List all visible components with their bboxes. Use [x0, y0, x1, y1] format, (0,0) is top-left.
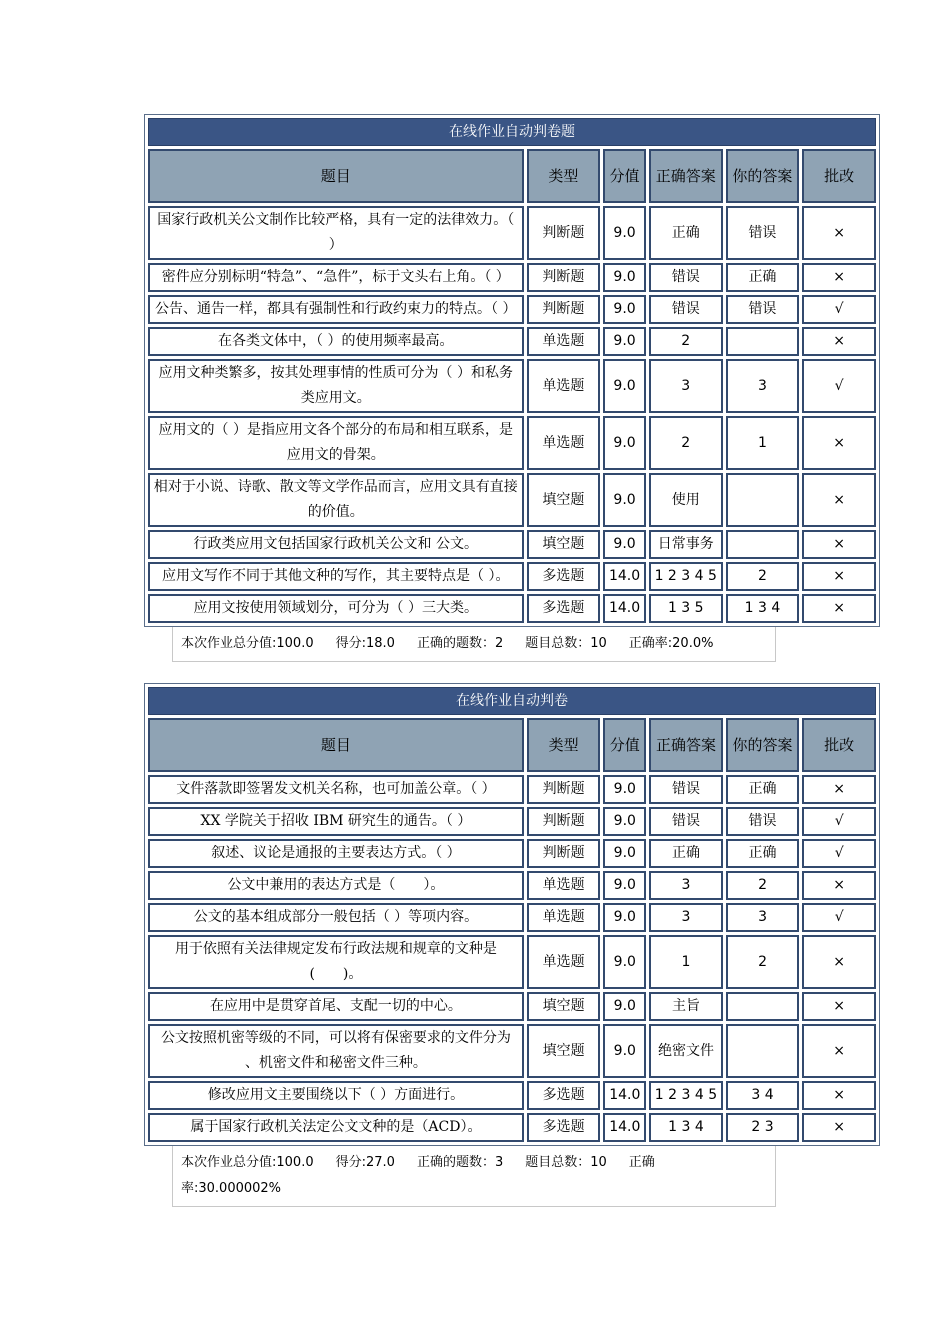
table-row — [148, 903, 876, 932]
table-row — [148, 594, 876, 623]
grade-mark-cell: × — [802, 1113, 876, 1142]
score-cell: 9.0 — [603, 807, 646, 836]
question-cell: 应用文写作不同于其他文种的写作，其主要特点是（ ）。 — [148, 562, 524, 591]
header-type: 类型 — [527, 149, 601, 203]
grade-mark-cell: √ — [802, 903, 876, 932]
your-answer-cell — [726, 530, 800, 559]
grade-mark-cell: √ — [802, 839, 876, 868]
score-summary — [172, 1146, 776, 1207]
your-answer-cell: 正确 — [726, 263, 800, 292]
correct-answer-cell: 正确 — [649, 839, 723, 868]
type-cell: 填空题 — [527, 530, 601, 559]
grade-mark-cell: × — [802, 562, 876, 591]
table-row — [148, 1113, 876, 1142]
correct-answer-cell: 3 — [649, 871, 723, 900]
type-cell: 单选题 — [527, 327, 601, 356]
type-cell: 判断题 — [527, 263, 601, 292]
correct-answer-cell: 3 — [649, 359, 723, 413]
header-row — [148, 718, 876, 772]
type-cell: 单选题 — [527, 871, 601, 900]
score-cell: 9.0 — [603, 1024, 646, 1078]
question-cell: 密件应分别标明“特急”、“急件”，标于文头右上角。（ ） — [148, 263, 524, 292]
title-row — [148, 687, 876, 715]
score-cell: 9.0 — [603, 359, 646, 413]
correct-answer-cell: 正确 — [649, 206, 723, 260]
summary-total: 本次作业总分值:100.0 — [181, 636, 314, 651]
type-cell: 判断题 — [527, 295, 601, 324]
question-cell: XX 学院关于招收 IBM 研究生的通告。（ ） — [148, 807, 524, 836]
header-row — [148, 149, 876, 203]
your-answer-cell: 正确 — [726, 839, 800, 868]
your-answer-cell: 2 — [726, 871, 800, 900]
type-cell: 填空题 — [527, 473, 601, 527]
question-cell: 在各类文体中，（ ）的使用频率最高。 — [148, 327, 524, 356]
table-row — [148, 473, 876, 527]
type-cell: 多选题 — [527, 1113, 601, 1142]
grade-mark-cell: × — [802, 263, 876, 292]
your-answer-cell: 3 4 — [726, 1081, 800, 1110]
your-answer-cell: 错误 — [726, 295, 800, 324]
type-cell: 多选题 — [527, 562, 601, 591]
table-title: 在线作业自动判卷题 — [148, 118, 876, 146]
score-cell: 14.0 — [603, 562, 646, 591]
question-cell: 公文中兼用的表达方式是（ ）。 — [148, 871, 524, 900]
grade-mark-cell: × — [802, 992, 876, 1021]
question-cell: 相对于小说、诗歌、散文等文学作品而言，应用文具有直接的价值。 — [148, 473, 524, 527]
your-answer-cell: 2 3 — [726, 1113, 800, 1142]
summary-count: 题目总数：10 — [525, 1155, 607, 1170]
grade-mark-cell: × — [802, 327, 876, 356]
score-cell: 9.0 — [603, 992, 646, 1021]
summary-right: 正确的题数：2 — [416, 636, 504, 651]
score-cell: 9.0 — [603, 327, 646, 356]
question-cell: 公文的基本组成部分一般包括（ ）等项内容。 — [148, 903, 524, 932]
type-cell: 多选题 — [527, 594, 601, 623]
score-cell: 9.0 — [603, 903, 646, 932]
correct-answer-cell: 主旨 — [649, 992, 723, 1021]
correct-answer-cell: 1 2 3 4 5 — [649, 1081, 723, 1110]
correct-answer-cell: 错误 — [649, 263, 723, 292]
score-cell: 9.0 — [603, 206, 646, 260]
grade-mark-cell: × — [802, 473, 876, 527]
grade-mark-cell: × — [802, 206, 876, 260]
summary-got: 得分:18.0 — [335, 636, 395, 651]
grade-mark-cell: √ — [802, 295, 876, 324]
type-cell: 单选题 — [527, 935, 601, 989]
type-cell: 多选题 — [527, 1081, 601, 1110]
grade-mark-cell: √ — [802, 359, 876, 413]
header-correct-answer: 正确答案 — [649, 718, 723, 772]
header-your-answer: 你的答案 — [726, 718, 800, 772]
score-cell: 9.0 — [603, 473, 646, 527]
correct-answer-cell: 1 — [649, 935, 723, 989]
table-row — [148, 263, 876, 292]
score-cell: 14.0 — [603, 1113, 646, 1142]
table-row — [148, 992, 876, 1021]
score-cell: 9.0 — [603, 263, 646, 292]
question-cell: 应用文按使用领域划分，可分为（ ）三大类。 — [148, 594, 524, 623]
grade-mark-cell: × — [802, 775, 876, 804]
your-answer-cell: 2 — [726, 935, 800, 989]
header-score: 分值 — [603, 149, 646, 203]
grade-mark-cell: √ — [802, 807, 876, 836]
your-answer-cell: 错误 — [726, 206, 800, 260]
question-cell: 行政类应用文包括国家行政机关公文和 公文。 — [148, 530, 524, 559]
correct-answer-cell: 错误 — [649, 807, 723, 836]
question-cell: 用于依照有关法律规定发布行政法规和规章的文种是( )。 — [148, 935, 524, 989]
table-row — [148, 871, 876, 900]
correct-answer-cell: 2 — [649, 327, 723, 356]
type-cell: 单选题 — [527, 903, 601, 932]
correct-answer-cell: 1 3 5 — [649, 594, 723, 623]
header-question: 题目 — [148, 718, 524, 772]
question-cell: 叙述、议论是通报的主要表达方式。（ ） — [148, 839, 524, 868]
header-score: 分值 — [603, 718, 646, 772]
correct-answer-cell: 日常事务 — [649, 530, 723, 559]
grade-mark-cell: × — [802, 416, 876, 470]
title-row — [148, 118, 876, 146]
score-cell: 14.0 — [603, 1081, 646, 1110]
table-row — [148, 295, 876, 324]
your-answer-cell — [726, 992, 800, 1021]
summary-rate: 正确率:20.0% — [628, 636, 714, 651]
grading-block-1 — [144, 114, 880, 662]
type-cell: 单选题 — [527, 359, 601, 413]
type-cell: 判断题 — [527, 206, 601, 260]
summary-rate: 正确率:30.000002% — [181, 1155, 655, 1196]
summary-right: 正确的题数：3 — [416, 1155, 504, 1170]
type-cell: 单选题 — [527, 416, 601, 470]
table-row — [148, 327, 876, 356]
your-answer-cell: 1 3 4 — [726, 594, 800, 623]
summary-got: 得分:27.0 — [335, 1155, 395, 1170]
header-your-answer: 你的答案 — [726, 149, 800, 203]
correct-answer-cell: 绝密文件 — [649, 1024, 723, 1078]
score-summary — [172, 627, 776, 662]
summary-total: 本次作业总分值:100.0 — [181, 1155, 314, 1170]
grade-mark-cell: × — [802, 1081, 876, 1110]
question-cell: 修改应用文主要围绕以下（ ）方面进行。 — [148, 1081, 524, 1110]
type-cell: 判断题 — [527, 839, 601, 868]
table-row — [148, 839, 876, 868]
header-grade: 批改 — [802, 149, 876, 203]
question-cell: 公告、通告一样，都具有强制性和行政约束力的特点。（ ） — [148, 295, 524, 324]
your-answer-cell: 3 — [726, 359, 800, 413]
grade-mark-cell: × — [802, 530, 876, 559]
header-grade: 批改 — [802, 718, 876, 772]
question-cell: 在应用中是贯穿首尾、支配一切的中心。 — [148, 992, 524, 1021]
grading-table — [144, 683, 880, 1146]
table-row — [148, 359, 876, 413]
grading-table — [144, 114, 880, 627]
grade-mark-cell: × — [802, 871, 876, 900]
grade-mark-cell: × — [802, 594, 876, 623]
correct-answer-cell: 2 — [649, 416, 723, 470]
type-cell: 填空题 — [527, 992, 601, 1021]
table-row — [148, 562, 876, 591]
score-cell: 9.0 — [603, 775, 646, 804]
correct-answer-cell: 错误 — [649, 775, 723, 804]
table-row — [148, 775, 876, 804]
grade-mark-cell: × — [802, 935, 876, 989]
table-row — [148, 1024, 876, 1078]
grading-block-2 — [144, 683, 880, 1207]
score-cell: 14.0 — [603, 594, 646, 623]
header-question: 题目 — [148, 149, 524, 203]
correct-answer-cell: 使用 — [649, 473, 723, 527]
type-cell: 填空题 — [527, 1024, 601, 1078]
table-row — [148, 935, 876, 989]
question-cell: 国家行政机关公文制作比较严格，具有一定的法律效力。（ ） — [148, 206, 524, 260]
correct-answer-cell: 3 — [649, 903, 723, 932]
header-correct-answer: 正确答案 — [649, 149, 723, 203]
your-answer-cell — [726, 1024, 800, 1078]
type-cell: 判断题 — [527, 807, 601, 836]
score-cell: 9.0 — [603, 871, 646, 900]
question-cell: 公文按照机密等级的不同，可以将有保密要求的文件分为 、机密文件和秘密文件三种。 — [148, 1024, 524, 1078]
question-cell: 属于国家行政机关法定公文文种的是（ACD）。 — [148, 1113, 524, 1142]
question-cell: 应用文的（ ）是指应用文各个部分的布局和相互联系，是应用文的骨架。 — [148, 416, 524, 470]
score-cell: 9.0 — [603, 839, 646, 868]
score-cell: 9.0 — [603, 530, 646, 559]
grade-mark-cell: × — [802, 1024, 876, 1078]
header-type: 类型 — [527, 718, 601, 772]
table-row — [148, 530, 876, 559]
your-answer-cell: 错误 — [726, 807, 800, 836]
your-answer-cell: 正确 — [726, 775, 800, 804]
table-row — [148, 1081, 876, 1110]
your-answer-cell: 2 — [726, 562, 800, 591]
correct-answer-cell: 错误 — [649, 295, 723, 324]
summary-count: 题目总数：10 — [525, 636, 607, 651]
your-answer-cell — [726, 327, 800, 356]
table-row — [148, 206, 876, 260]
table-title: 在线作业自动判卷 — [148, 687, 876, 715]
type-cell: 判断题 — [527, 775, 601, 804]
score-cell: 9.0 — [603, 295, 646, 324]
table-row — [148, 416, 876, 470]
score-cell: 9.0 — [603, 416, 646, 470]
question-cell: 应用文种类繁多，按其处理事情的性质可分为（ ）和私务类应用文。 — [148, 359, 524, 413]
table-row — [148, 807, 876, 836]
correct-answer-cell: 1 3 4 — [649, 1113, 723, 1142]
your-answer-cell — [726, 473, 800, 527]
correct-answer-cell: 1 2 3 4 5 — [649, 562, 723, 591]
your-answer-cell: 3 — [726, 903, 800, 932]
score-cell: 9.0 — [603, 935, 646, 989]
question-cell: 文件落款即签署发文机关名称，也可加盖公章。（ ） — [148, 775, 524, 804]
your-answer-cell: 1 — [726, 416, 800, 470]
